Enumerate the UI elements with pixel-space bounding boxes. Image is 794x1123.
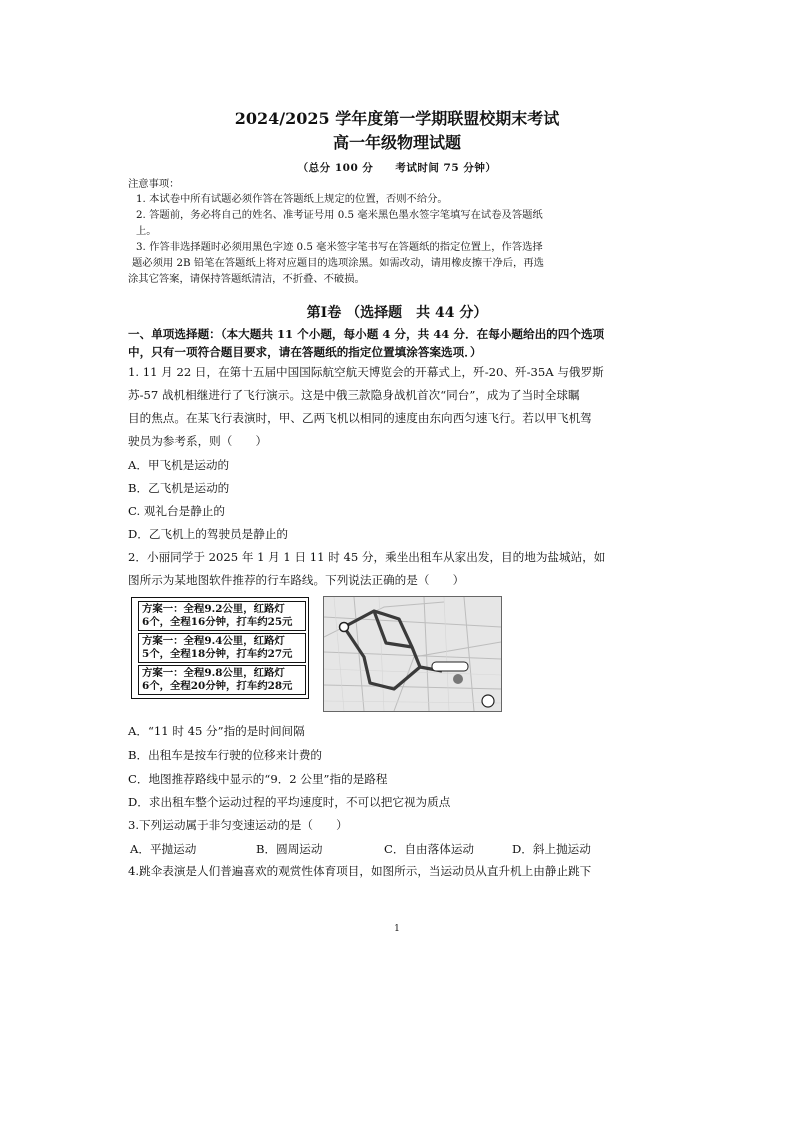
q2-stem-line1: 2．小丽同学于 2025 年 1 月 1 日 11 时 45 分，乘坐出租车从家出发，目的地为盐城站，如	[128, 550, 606, 564]
notice-item-2-line2: 上。	[136, 225, 157, 237]
q3-option-d: D．斜上抛运动	[512, 842, 591, 856]
q3-option-a: A．平抛运动	[130, 842, 197, 856]
route-plan-1	[138, 601, 306, 631]
notice-item-1: 1. 本试卷中所有试题必须作答在答题纸上规定的位置，否则不给分。	[136, 193, 448, 205]
route-plan-2	[138, 633, 306, 663]
q3-option-c: C．自由落体运动	[384, 842, 475, 856]
q1-option-b: B．乙飞机是运动的	[128, 481, 230, 495]
notice-item-3-line1: 3. 作答非选择题时必须用黑色字迹 0.5 毫米签字笔书写在答题纸的指定位置上，作答选择	[136, 241, 543, 253]
section-title: 第Ⅰ卷 （选择题 共 44 分）	[306, 305, 488, 321]
q1-stem-line4: 驶员为参考系，则（ ）	[128, 434, 268, 448]
exam-title: 2024/2025 学年度第一学期联盟校期末考试	[234, 109, 560, 128]
q1-stem-line1: 1. 11 月 22 日，在第十五届中国国际航空航天博览会的开幕式上，歼-20、歼-35A 与俄罗斯	[128, 365, 604, 379]
route-map-image	[323, 596, 502, 712]
q2-option-b: B．出租车是按车行驶的位移来计费的	[128, 748, 323, 762]
q3-options	[0, 842, 794, 858]
q2-option-d: D．求出租车整个运动过程的平均速度时，不可以把它视为质点	[128, 795, 451, 809]
section-instruction-line2: 中，只有一项符合题目要求，请在答题纸的指定位置填涂答案选项．）	[128, 345, 482, 359]
q1-option-a: A．甲飞机是运动的	[128, 458, 230, 472]
q1-option-c: C. 观礼台是静止的	[128, 504, 225, 518]
page-number: 1	[394, 924, 400, 934]
notice-item-2-line1: 2. 答题前，务必将自己的姓名、准考证号用 0.5 毫米黑色墨水签字笔填写在试卷及答题纸	[136, 209, 543, 221]
q1-option-d: D．乙飞机上的驾驶员是静止的	[128, 527, 289, 541]
q4-stem-line1: 4.跳伞表演是人们普遍喜欢的观赏性体育项目，如图所示，当运动员从直升机上由静止跳下	[128, 864, 592, 878]
route-plan-3	[138, 665, 306, 695]
q3-stem: 3.下列运动属于非匀变速运动的是（ ）	[128, 818, 348, 832]
q1-stem-line3: 目的焦点。在某飞行表演时，甲、乙两飞机以相同的速度由东向西匀速飞行。若以甲飞机驾	[128, 411, 592, 425]
notice-item-3-line3: 涂其它答案，请保持答题纸清洁，不折叠、不破损。	[128, 273, 365, 285]
q1-stem-line2: 苏-57 战机相继进行了飞行演示。这是中俄三款隐身战机首次“同台”，成为了当时全球瞩	[128, 388, 580, 402]
notice-heading: 注意事项：	[128, 178, 180, 190]
route-plan-1-line1: 方案一：全程9.2公里，红路灯	[142, 603, 285, 615]
route-plan-3-line2: 6个，全程20分钟，打车约28元	[142, 680, 293, 692]
q3-option-b: B．圆周运动	[256, 842, 323, 856]
route-map-graphic	[324, 597, 501, 711]
route-plan-3-line1: 方案一：全程9.8公里，红路灯	[142, 667, 285, 679]
notice-item-3-line2: 题必须用 2B 铅笔在答题纸上将对应题目的选项涂黑。如需改动，请用橡皮擦干净后，再选	[132, 257, 544, 269]
route-plan-2-line2: 5个，全程18分钟，打车约27元	[142, 648, 293, 660]
q2-option-a: A．“11 时 45 分”指的是时间间隔	[128, 724, 305, 738]
section-instruction-line1: 一、单项选择题：（本大题共 11 个小题，每小题 4 分，共 44 分．在每小题给出的四个选项	[128, 327, 605, 341]
q2-option-c: C．地图推荐路线中显示的“9．2 公里”指的是路程	[128, 772, 388, 786]
route-plans-box	[131, 597, 309, 699]
q2-stem-line2: 图所示为某地图软件推荐的行车路线。下列说法正确的是（ ）	[128, 573, 465, 587]
route-plan-2-line1: 方案一：全程9.4公里，红路灯	[142, 635, 285, 647]
exam-subtitle: 高一年级物理试题	[332, 133, 461, 152]
route-plan-1-line2: 6个，全程16分钟，打车约25元	[142, 616, 293, 628]
score-info: （总分 100 分 考试时间 75 分钟）	[297, 162, 497, 174]
